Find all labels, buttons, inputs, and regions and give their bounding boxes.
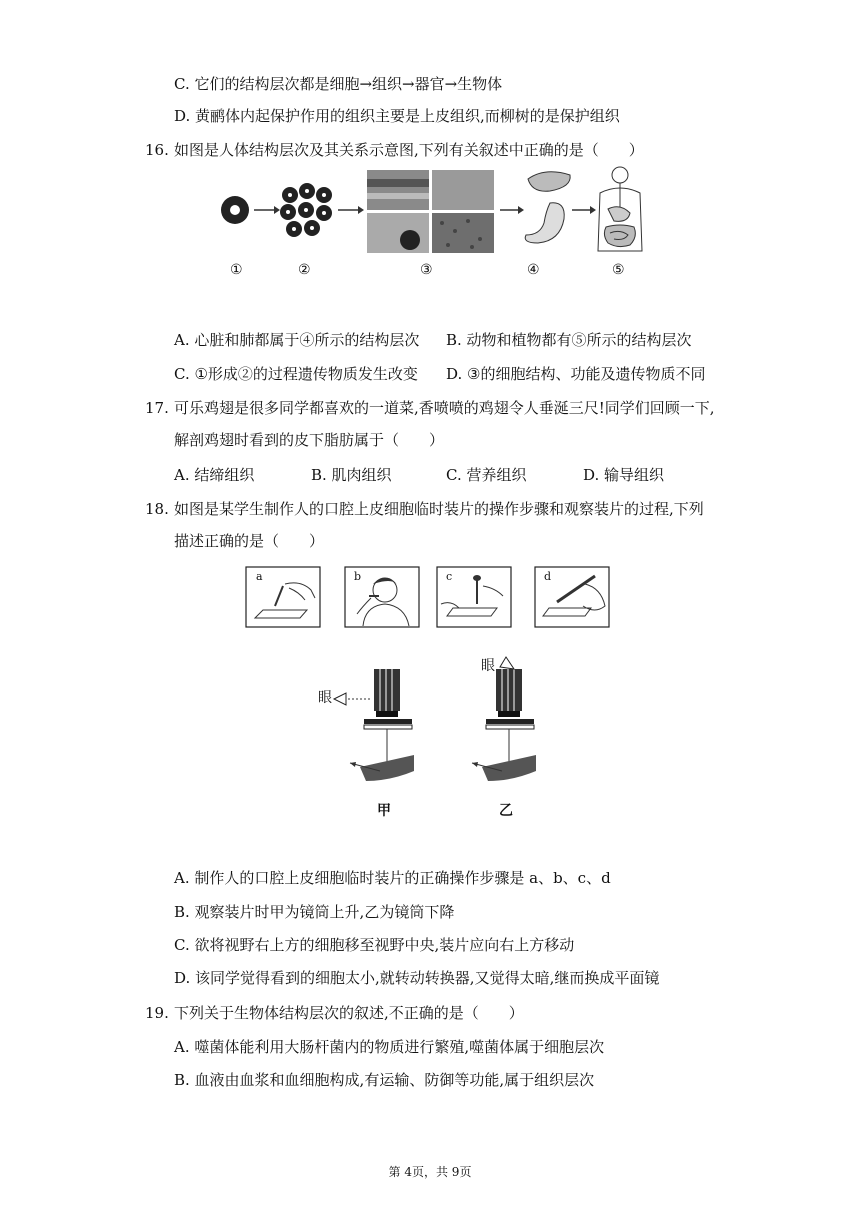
q16-option-d: D. ③的细胞结构、功能及遗传物质不同 bbox=[446, 365, 706, 383]
q18-eye-label-yi: 眼 bbox=[481, 658, 495, 674]
q17-number: 17. bbox=[145, 399, 169, 417]
q16-label-2: ② bbox=[298, 262, 311, 278]
q17-stem-line1: 可乐鸡翅是很多同学都喜欢的一道菜,香喷喷的鸡翅令人垂涎三尺!同学们回顾一下, bbox=[174, 399, 715, 417]
q17-option-d: D. 输导组织 bbox=[583, 466, 665, 484]
q16-label-1: ① bbox=[230, 262, 243, 278]
q19-option-b: B. 血液由血浆和血细胞构成,有运输、防御等功能,属于组织层次 bbox=[174, 1071, 595, 1089]
q18-steps-figure bbox=[245, 566, 621, 628]
q16-option-c: C. ①形成②的过程遗传物质发生改变 bbox=[174, 365, 418, 383]
q17-option-a: A. 结缔组织 bbox=[174, 466, 255, 484]
q16-label-4: ④ bbox=[527, 262, 540, 278]
q18-microscope-figure bbox=[310, 655, 560, 825]
q16-stem: 如图是人体结构层次及其关系示意图,下列有关叙述中正确的是（ ） bbox=[174, 141, 644, 159]
q18-option-b: B. 观察装片时甲为镜筒上升,乙为镜筒下降 bbox=[174, 903, 455, 921]
q16-option-b: B. 动物和植物都有⑤所示的结构层次 bbox=[446, 331, 692, 349]
q19-stem: 下列关于生物体结构层次的叙述,不正确的是（ ） bbox=[174, 1004, 524, 1022]
q18-option-d: D. 该同学觉得看到的细胞太小,就转动转换器,又觉得太暗,继而换成平面镜 bbox=[174, 969, 660, 987]
page-footer: 第 4页，共 9页 bbox=[388, 1165, 472, 1179]
q19-number: 19. bbox=[145, 1004, 169, 1022]
q15-option-c: C. 它们的结构层次都是细胞→组织→器官→生物体 bbox=[174, 75, 503, 93]
q18-option-a: A. 制作人的口腔上皮细胞临时装片的正确操作步骤是 a、b、c、d bbox=[174, 869, 611, 887]
q16-option-a: A. 心脏和肺都属于④所示的结构层次 bbox=[174, 331, 420, 349]
q15-option-d: D. 黄鹂体内起保护作用的组织主要是上皮组织,而柳树的是保护组织 bbox=[174, 107, 620, 125]
slide-preparation-steps bbox=[245, 566, 621, 628]
q18-panel-label-c: c bbox=[446, 570, 453, 583]
q18-panel-label-a: a bbox=[256, 570, 263, 583]
q17-option-c: C. 营养组织 bbox=[446, 466, 527, 484]
q18-number: 18. bbox=[145, 500, 169, 518]
q17-option-b: B. 肌肉组织 bbox=[311, 466, 392, 484]
q18-scope-label-jia: 甲 bbox=[377, 803, 391, 819]
q18-eye-label-jia: 眼 bbox=[318, 690, 332, 706]
q18-stem-line1: 如图是某学生制作人的口腔上皮细胞临时装片的操作步骤和观察装片的过程,下列 bbox=[174, 500, 704, 518]
q18-panel-label-b: b bbox=[354, 570, 362, 583]
q16-label-3: ③ bbox=[420, 262, 433, 278]
q18-scope-label-yi: 乙 bbox=[499, 803, 513, 819]
q16-label-5: ⑤ bbox=[612, 262, 625, 278]
q18-stem-line2: 描述正确的是（ ） bbox=[174, 532, 325, 550]
q18-panel-label-d: d bbox=[544, 570, 552, 583]
q17-stem-line2: 解剖鸡翅时看到的皮下脂肪属于（ ） bbox=[174, 431, 445, 449]
q19-option-a: A. 噬菌体能利用大肠杆菌内的物质进行繁殖,噬菌体属于细胞层次 bbox=[174, 1038, 605, 1056]
microscope-observation-diagram bbox=[310, 655, 560, 825]
q18-option-c: C. 欲将视野右上方的细胞移至视野中央,装片应向右上方移动 bbox=[174, 936, 575, 954]
q16-number: 16. bbox=[145, 141, 169, 159]
